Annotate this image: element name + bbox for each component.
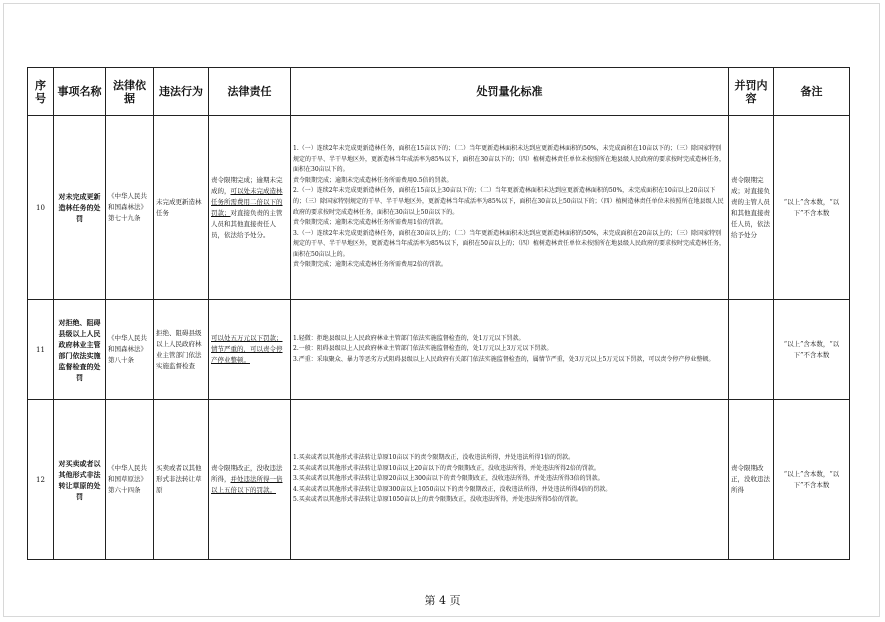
row-basis: 《中华人民共和国森林法》第七十九条 (106, 116, 154, 300)
row-standard (291, 300, 729, 400)
standard-line: 4.买卖或者以其他形式非法转让草原300亩以上1050亩以下的责令限期改正，没收违法所得，并处违法所得4倍的罚款。 (293, 485, 612, 493)
header-item: 事项名称 (54, 68, 106, 116)
row-seq: 12 (28, 400, 54, 560)
row-standard (291, 116, 729, 300)
row-liability (209, 400, 291, 560)
standard-line: 责令限期完成；逾期未完成造林任务所需费用1倍的罚款。 (293, 219, 447, 227)
standard-line: 2.（一）连续2年未完成更新造林任务，面积在15亩以上30亩以下的；（二）当年更新造林面积未达到应更新造林面积的50%，未完成面积在10亩以上20亩以下的；（三）除国家特别规定的干旱、半干旱地区外，更新造林当年成活率为85%以下，面积在30亩以上50亩以下的；（四）植树造林责任单位未按照所在地县级人民政府的要求按时完成造林任务，面积在30亩以上50亩以下的。 (293, 187, 724, 216)
standard-line: 1.轻微：拒绝县级以上人民政府林业主管部门依法实施监督检查的，处1万元以下罚款。 (293, 334, 525, 342)
standard-line: 1.（一）连续2年未完成更新造林任务，面积在15亩以下的；（二）当年更新造林面积未达到应更新造林面积的50%，未完成面积在10亩以下的；（三）除国家特别规定的干旱、半干旱地区外，更新造林当年成活率为85%以下，面积在30亩以下的；（四）植树造林责任单位未按照所在地县级人民政府的要求按时完成造林任务，面积在30亩以下的。 (293, 144, 725, 174)
header-seq: 序号 (28, 68, 54, 116)
standard-line: 1.买卖或者以其他形式非法转让草原10亩以下的责令限期改正，没收违法所得，并处违法所得1倍的罚款。 (293, 454, 575, 462)
row-remark: “以上”含本数，“以下”不含本数 (774, 400, 850, 560)
header-standard: 处罚量化标准 (291, 68, 729, 116)
row-remark: “以上”含本数，“以下”不含本数 (774, 300, 850, 400)
row-violation: 未完成更新造林任务 (154, 116, 209, 300)
header-violation: 违法行为 (154, 68, 209, 116)
standard-line: 5.买卖或者以其他形式非法转让草原1050亩以上的责令限期改正，没收违法所得，并处违法所得5倍的罚款。 (293, 496, 582, 504)
table-row (28, 400, 850, 560)
standard-line: 2.买卖或者以其他形式非法转让草原10亩以上20亩以下的责令限期改正，没收违法所得，并处违法所得2倍的罚款。 (293, 464, 600, 472)
row-item: 对未完成更新造林任务的处罚 (54, 116, 106, 300)
liability-underlined-text: 可以处五万元以下罚款；情节严重的，可以责令停产停业整顿。 (211, 334, 283, 364)
row-basis: 《中华人民共和国草原法》第六十四条 (106, 400, 154, 560)
row-liability (209, 300, 291, 400)
header-combine: 并罚内容 (729, 68, 774, 116)
row-remark: “以上”含本数，“以下”不含本数 (774, 116, 850, 300)
header-remark: 备注 (774, 68, 850, 116)
standard-line: 3.买卖或者以其他形式非法转让草原20亩以上300亩以下的责令限期改正，没收违法所得，并处违法所得3倍的罚款。 (293, 475, 604, 483)
liability-underlined-text: 可以处未完成造林任务所需费用二倍以下的罚款； (211, 186, 283, 217)
header-basis: 法律依据 (106, 68, 154, 116)
table-row (28, 300, 850, 400)
header-liability: 法律责任 (209, 68, 291, 116)
standard-line: 2.一般：阻碍县级以上人民政府林业主管部门依法实施监督检查的，处1万元以上3万元以下罚款。 (293, 345, 553, 353)
liability-text: 责令限期完成；逾期未完成的， (211, 175, 283, 195)
row-combine: 责令限期改正，没收违法所得 (729, 400, 774, 560)
header-row (28, 68, 850, 116)
row-item: 对拒绝、阻碍县级以上人民政府林业主管部门依法实施监督检查的处罚 (54, 300, 106, 400)
row-violation: 买卖或者以其他形式非法转让草原 (154, 400, 209, 560)
row-seq: 11 (28, 300, 54, 400)
liability-text: 对直接负责的主管人员和其他直接责任人员，依法给予处分。 (211, 208, 283, 239)
row-basis: 《中华人民共和国森林法》第八十条 (106, 300, 154, 400)
row-standard (291, 400, 729, 560)
page-number: 第 4 页 (424, 594, 461, 607)
liability-underlined-text: 并处违法所得一倍以上五倍以下的罚款。 (211, 475, 283, 494)
standard-line: 3.严重：采取聚众、暴力等恶劣方式阻碍县级以上人民政府有关部门依法实施监督检查的，属情节严重，处3万元以上5万元以下罚款，可以责令停产停业整顿。 (293, 355, 715, 363)
liability-text: 责令限期改正，没收违法所得， (211, 464, 283, 483)
row-liability (209, 116, 291, 300)
row-item: 对买卖或者以其他形式非法转让草原的处罚 (54, 400, 106, 560)
standard-line: 责令限期完成；逾期未完成造林任务所需费用0.5倍的罚款。 (293, 176, 453, 184)
row-violation: 拒绝、阻碍县级以上人民政府林业主管部门依法实施监督检查 (154, 300, 209, 400)
row-combine: 责令限期完成；对直接负责的主管人员和其他直接责任人员，依法给予处分 (729, 116, 774, 300)
standard-line: 3.（一）连续2年未完成更新造林任务，面积在30亩以上的；（二）当年更新造林面积未达到应更新造林面积的50%，未完成面积在20亩以上的；（三）除国家特别规定的干旱、半干旱地区外，更新造林当年成活率为85%以下，面积在50亩以上的；（四）植树造林责任单位未按照所在地县级人民政府的要求按时完成造林任务，面积在50亩以上的。 (293, 229, 725, 258)
standard-line: 责令限期完成；逾期未完成造林任务所需费用2倍的罚款。 (293, 261, 447, 269)
row-seq: 10 (28, 116, 54, 300)
table-row (28, 116, 850, 300)
penalty-table (27, 67, 850, 560)
row-combine (729, 300, 774, 400)
